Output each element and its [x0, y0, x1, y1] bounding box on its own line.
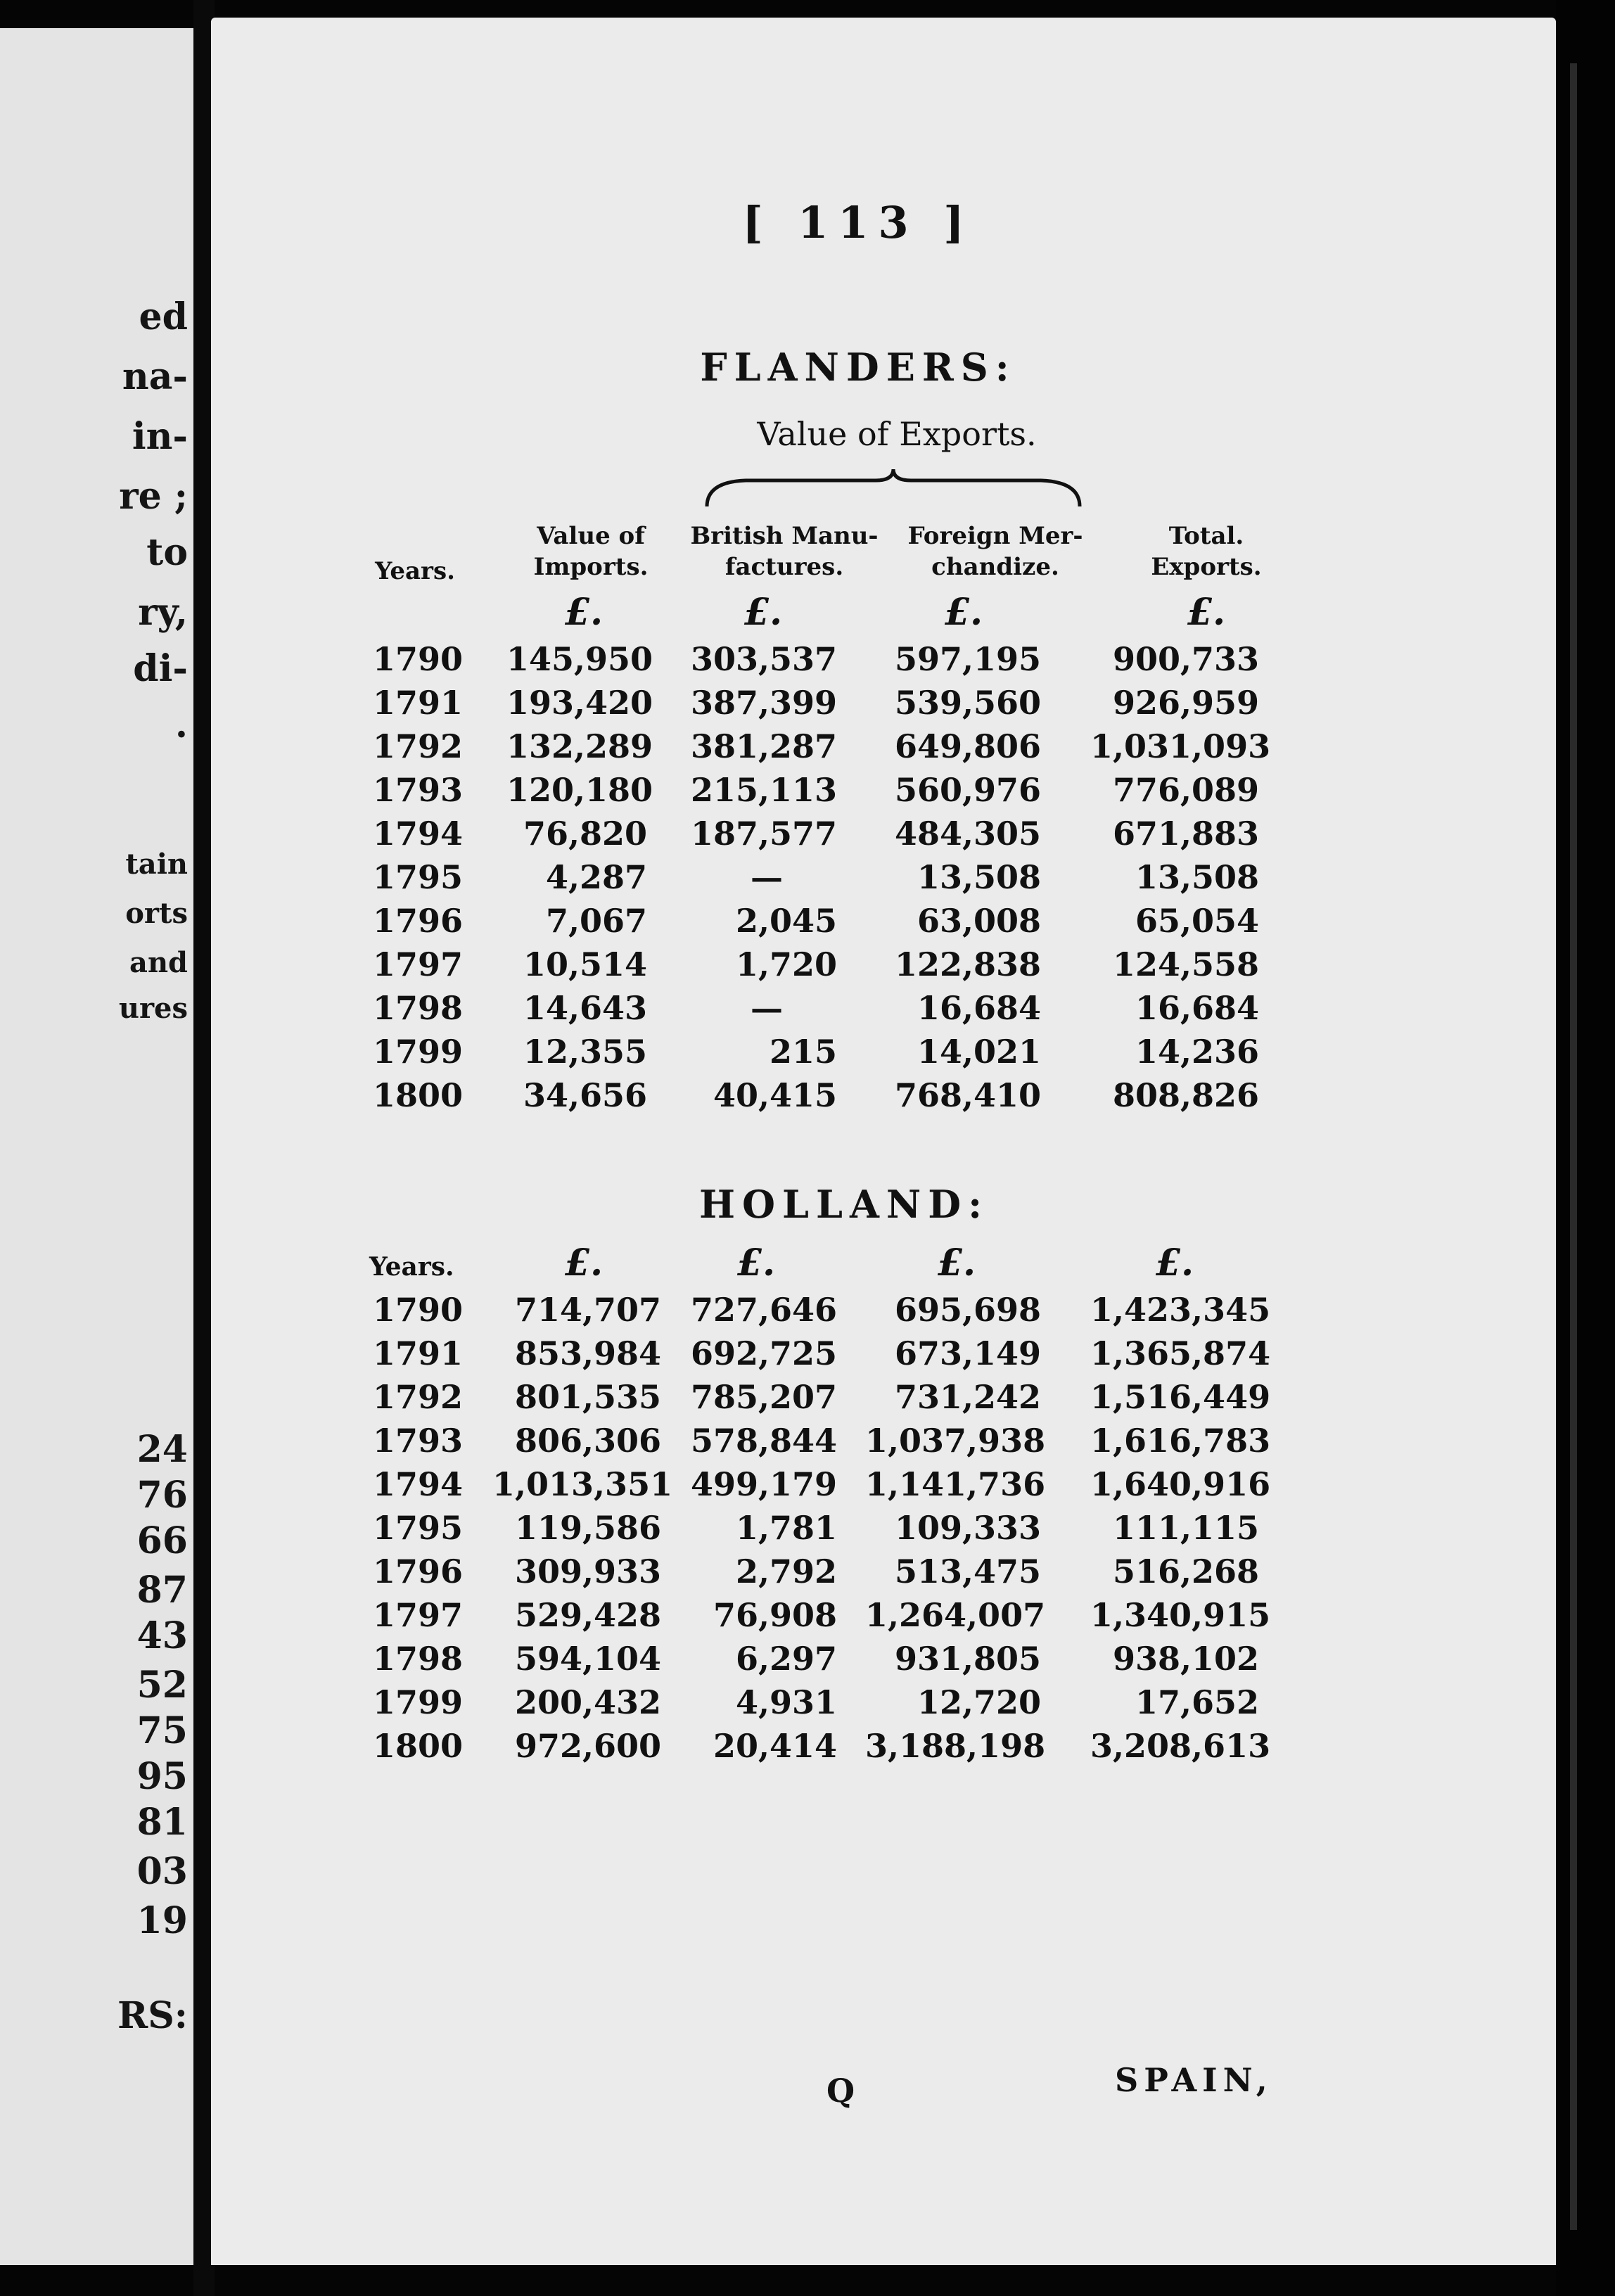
- flanders-cell-british: 387,399: [690, 684, 837, 722]
- holland-cell-year: 1800: [373, 1727, 464, 1765]
- holland-cell-imports: 853,984: [514, 1334, 661, 1372]
- holland-cell-year: 1796: [373, 1552, 464, 1590]
- holland-cell-year: 1797: [373, 1596, 464, 1634]
- flanders-cell-foreign: 649,806: [894, 727, 1041, 765]
- holland-cell-foreign: 1,141,736: [865, 1465, 1046, 1503]
- flanders-title: FLANDERS:: [700, 345, 1016, 390]
- holland-cell-year: 1790: [373, 1291, 464, 1329]
- flanders-cell-british: —: [751, 989, 783, 1027]
- flanders-cell-year: 1792: [373, 727, 464, 765]
- flanders-cell-imports: 7,067: [545, 902, 647, 940]
- book-page: [211, 18, 1556, 2265]
- holland-cell-foreign: 1,037,938: [865, 1422, 1046, 1460]
- flanders-cell-imports: 145,950: [506, 640, 653, 678]
- holland-cell-year: 1794: [373, 1465, 464, 1503]
- flanders-cell-imports: 132,289: [506, 727, 653, 765]
- holland-cell-total: 516,268: [1112, 1552, 1259, 1590]
- flanders-cell-year: 1791: [373, 684, 464, 722]
- holland-cell-imports: 119,586: [514, 1509, 661, 1547]
- holland-cell-imports: 594,104: [514, 1640, 661, 1678]
- flanders-cell-year: 1794: [373, 815, 464, 853]
- flanders-cell-year: 1797: [373, 945, 464, 983]
- left-page-fragment: 03: [136, 1850, 188, 1893]
- holland-cell-foreign: 931,805: [894, 1640, 1041, 1678]
- flanders-cell-british: 303,537: [690, 640, 837, 678]
- holland-cell-year: 1793: [373, 1422, 464, 1460]
- holland-cell-year: 1791: [373, 1334, 464, 1372]
- holland-cell-british: 692,725: [690, 1334, 837, 1372]
- left-page-fragment: in-: [132, 415, 188, 458]
- catchword: SPAIN,: [1115, 2061, 1273, 2099]
- holland-cell-year: 1798: [373, 1640, 464, 1678]
- holland-cell-imports: 806,306: [514, 1422, 661, 1460]
- left-page-fragment: 52: [136, 1664, 188, 1707]
- flanders-cell-foreign: 14,021: [917, 1033, 1041, 1071]
- flanders-cell-foreign: 13,508: [917, 858, 1041, 896]
- flanders-currency-foreign: £.: [944, 591, 983, 634]
- flanders-cell-year: 1800: [373, 1076, 464, 1114]
- holland-cell-total: 1,423,345: [1090, 1291, 1271, 1329]
- flanders-cell-total: 16,684: [1135, 989, 1259, 1027]
- left-page-fragment: and: [129, 946, 188, 979]
- holland-cell-total: 17,652: [1135, 1683, 1259, 1721]
- holland-cell-british: 578,844: [690, 1422, 837, 1460]
- flanders-cell-imports: 34,656: [523, 1076, 647, 1114]
- left-page-fragment: 66: [136, 1519, 188, 1562]
- holland-cell-british: 499,179: [690, 1465, 837, 1503]
- holland-cell-total: 3,208,613: [1090, 1727, 1271, 1765]
- holland-cell-british: 4,931: [735, 1683, 837, 1721]
- flanders-header-years: Years.: [375, 557, 455, 585]
- flanders-cell-foreign: 597,195: [894, 640, 1041, 678]
- flanders-cell-foreign: 484,305: [894, 815, 1041, 853]
- flanders-cell-british: 215,113: [690, 771, 837, 809]
- flanders-cell-total: 65,054: [1135, 902, 1259, 940]
- flanders-cell-foreign: 63,008: [917, 902, 1041, 940]
- left-page-fragment: re ;: [119, 475, 188, 518]
- holland-cell-british: 76,908: [713, 1596, 837, 1634]
- left-page-fragment: tain: [125, 848, 188, 881]
- flanders-cell-imports: 14,643: [523, 989, 647, 1027]
- left-page-fragment: ry,: [138, 591, 188, 634]
- flanders-cell-british: 1,720: [735, 945, 837, 983]
- flanders-cell-foreign: 16,684: [917, 989, 1041, 1027]
- holland-cell-total: 1,340,915: [1090, 1596, 1271, 1634]
- left-page-fragment: 95: [136, 1755, 188, 1798]
- flanders-cell-imports: 193,420: [506, 684, 653, 722]
- flanders-cell-british: 381,287: [690, 727, 837, 765]
- left-page-fragment: 24: [136, 1428, 188, 1471]
- left-page-fragment: 75: [136, 1709, 188, 1752]
- holland-cell-foreign: 673,149: [894, 1334, 1041, 1372]
- flanders-cell-year: 1799: [373, 1033, 464, 1071]
- holland-cell-imports: 529,428: [514, 1596, 661, 1634]
- flanders-cell-year: 1795: [373, 858, 464, 896]
- flanders-cell-total: 124,558: [1112, 945, 1259, 983]
- exports-heading: Value of Exports.: [757, 415, 1037, 453]
- left-page-fragment: 87: [136, 1569, 188, 1612]
- holland-cell-total: 938,102: [1112, 1640, 1259, 1678]
- flanders-cell-foreign: 768,410: [894, 1076, 1041, 1114]
- holland-cell-imports: 972,600: [514, 1727, 661, 1765]
- holland-cell-foreign: 12,720: [917, 1683, 1041, 1721]
- holland-cell-total: 1,640,916: [1090, 1465, 1271, 1503]
- holland-cell-foreign: 109,333: [894, 1509, 1041, 1547]
- left-page-fragment: ures: [118, 992, 188, 1025]
- flanders-cell-year: 1796: [373, 902, 464, 940]
- holland-cell-foreign: 1,264,007: [865, 1596, 1046, 1634]
- flanders-currency-british: £.: [743, 591, 783, 634]
- left-facing-page: [0, 28, 193, 2265]
- holland-cell-total: 111,115: [1112, 1509, 1259, 1547]
- holland-cell-british: 2,792: [735, 1552, 837, 1590]
- flanders-currency-imports: £.: [564, 591, 604, 634]
- flanders-cell-british: 215: [769, 1033, 837, 1071]
- holland-cell-imports: 801,535: [514, 1378, 661, 1416]
- holland-cell-imports: 714,707: [514, 1291, 661, 1329]
- left-page-fragment: na-: [122, 355, 188, 398]
- holland-cell-imports: 309,933: [514, 1552, 661, 1590]
- flanders-cell-total: 1,031,093: [1090, 727, 1271, 765]
- holland-cell-foreign: 731,242: [894, 1378, 1041, 1416]
- holland-cell-year: 1795: [373, 1509, 464, 1547]
- holland-cell-imports: 1,013,351: [492, 1465, 673, 1503]
- flanders-cell-total: 900,733: [1112, 640, 1259, 678]
- flanders-cell-total: 13,508: [1135, 858, 1259, 896]
- left-page-fragment: .: [174, 703, 188, 746]
- holland-cell-british: 727,646: [690, 1291, 837, 1329]
- flanders-cell-british: 40,415: [713, 1076, 837, 1114]
- left-page-fragment: to: [146, 531, 188, 574]
- left-page-fragment: RS:: [117, 1994, 188, 2037]
- flanders-cell-year: 1793: [373, 771, 464, 809]
- holland-title: HOLLAND:: [698, 1182, 989, 1227]
- left-page-fragment: 19: [136, 1899, 188, 1942]
- flanders-header-british: British Manu- factures.: [690, 522, 879, 581]
- left-page-fragment: orts: [125, 897, 188, 930]
- left-page-fragment: 43: [136, 1614, 188, 1657]
- right-page-edge: [1556, 0, 1615, 2296]
- holland-currency-british: £.: [736, 1242, 776, 1284]
- flanders-currency-total: £.: [1187, 591, 1226, 634]
- holland-cell-total: 1,616,783: [1090, 1422, 1271, 1460]
- left-page-fragment: di-: [133, 647, 188, 690]
- flanders-cell-year: 1798: [373, 989, 464, 1027]
- holland-cell-year: 1799: [373, 1683, 464, 1721]
- flanders-cell-foreign: 539,560: [894, 684, 1041, 722]
- holland-cell-total: 1,516,449: [1090, 1378, 1271, 1416]
- holland-cell-total: 1,365,874: [1090, 1334, 1271, 1372]
- signature-mark: Q: [826, 2072, 855, 2110]
- page-number: [ 113 ]: [742, 197, 974, 248]
- flanders-cell-imports: 10,514: [523, 945, 647, 983]
- holland-cell-foreign: 695,698: [894, 1291, 1041, 1329]
- holland-cell-british: 20,414: [713, 1727, 837, 1765]
- holland-cell-british: 785,207: [690, 1378, 837, 1416]
- flanders-cell-year: 1790: [373, 640, 464, 678]
- left-page-fragment: ed: [139, 295, 188, 338]
- holland-header-years: Years.: [369, 1252, 454, 1282]
- holland-currency-imports: £.: [564, 1242, 604, 1284]
- flanders-cell-british: 2,045: [735, 902, 837, 940]
- holland-cell-british: 1,781: [735, 1509, 837, 1547]
- flanders-cell-british: —: [751, 858, 783, 896]
- flanders-cell-imports: 76,820: [523, 815, 647, 853]
- flanders-cell-imports: 120,180: [506, 771, 653, 809]
- flanders-cell-foreign: 560,976: [894, 771, 1041, 809]
- flanders-cell-total: 671,883: [1112, 815, 1259, 853]
- flanders-header-total: Total. Exports.: [1151, 522, 1262, 581]
- flanders-cell-total: 808,826: [1112, 1076, 1259, 1114]
- holland-cell-year: 1792: [373, 1378, 464, 1416]
- exports-brace-icon: [703, 468, 1083, 510]
- flanders-cell-imports: 4,287: [545, 858, 647, 896]
- flanders-header-imports: Value of Imports.: [533, 522, 649, 581]
- holland-cell-foreign: 3,188,198: [865, 1727, 1046, 1765]
- holland-cell-foreign: 513,475: [894, 1552, 1041, 1590]
- left-page-fragment: 76: [136, 1474, 188, 1517]
- holland-cell-imports: 200,432: [514, 1683, 661, 1721]
- flanders-cell-foreign: 122,838: [894, 945, 1041, 983]
- flanders-cell-imports: 12,355: [523, 1033, 647, 1071]
- flanders-cell-total: 776,089: [1112, 771, 1259, 809]
- holland-currency-foreign: £.: [937, 1242, 976, 1284]
- holland-cell-british: 6,297: [735, 1640, 837, 1678]
- left-page-fragment: 81: [136, 1801, 188, 1844]
- flanders-cell-british: 187,577: [690, 815, 837, 853]
- holland-currency-total: £.: [1155, 1242, 1194, 1284]
- flanders-cell-total: 926,959: [1112, 684, 1259, 722]
- flanders-cell-total: 14,236: [1135, 1033, 1259, 1071]
- flanders-header-foreign: Foreign Mer- chandize.: [907, 522, 1083, 581]
